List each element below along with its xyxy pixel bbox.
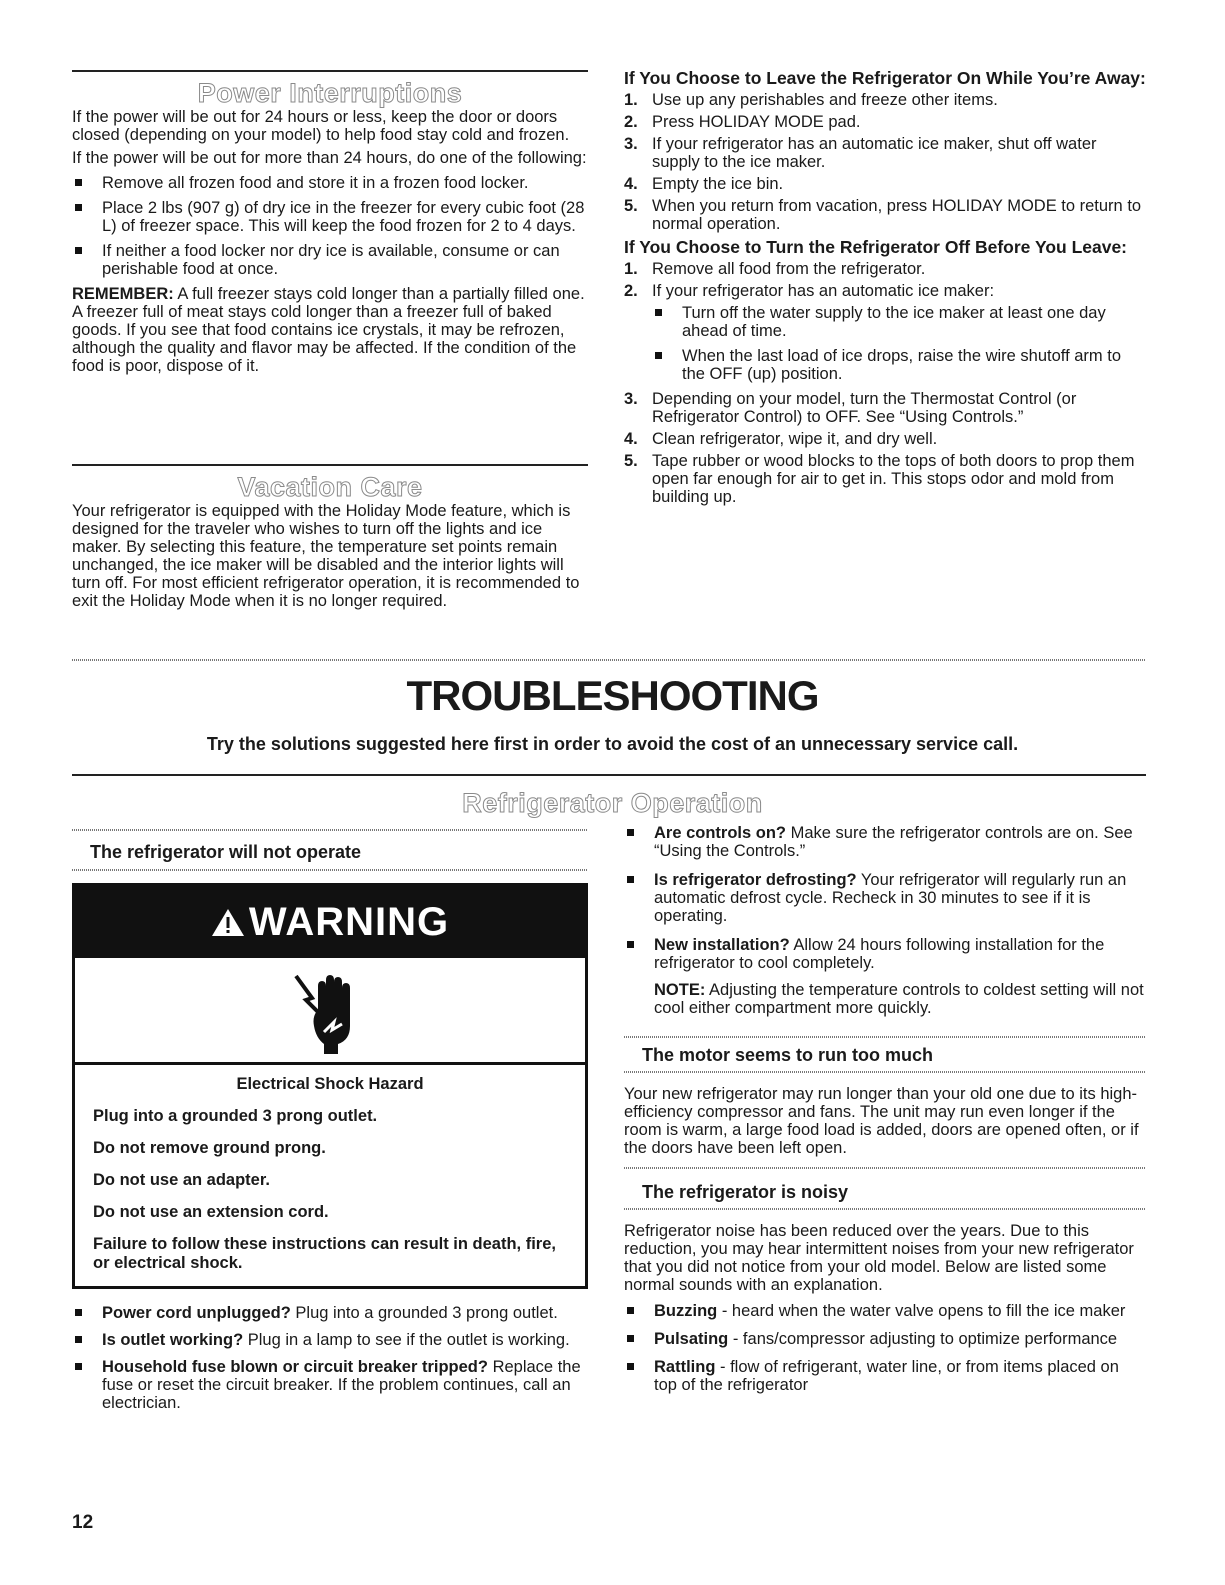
away-off-step [624,282,1146,300]
substep-text: When the last load of ice drops, raise the wire shutoff arm to the OFF (up) position. [682,347,1121,383]
vacation-section [72,472,588,615]
sound-name: Pulsating [654,1330,729,1348]
check-item [72,1304,588,1322]
left-column-top [72,78,588,380]
step-number: 5. [624,197,638,215]
away-on-step [624,91,1146,109]
warning-line: Failure to follow these instructions can result in death, fire, or electrical shock. [93,1235,556,1272]
bullet-icon [75,1363,82,1370]
check-item [72,1331,588,1349]
note-label: NOTE: [654,981,706,999]
check-answer: Make sure the refrigerator controls are on. See “Using the Controls.” [654,824,1133,860]
bullet-icon [75,1309,82,1316]
motor-heading: The motor seems to run too much [642,1045,934,1065]
power-bullet-text: Remove all frozen food and store it in a frozen food locker. [102,174,529,192]
motor-rule-top [624,1036,1146,1038]
note-paragraph [624,981,1146,1017]
step-text: Press HOLIDAY MODE pad. [652,113,861,131]
check-question: New installation? [654,936,790,954]
power-bullet [72,242,588,278]
away-on-step [624,135,1146,171]
sound-item [624,1302,1146,1320]
noisy-section [624,1222,1146,1401]
step-text: When you return from vacation, press HOLIDAY MODE to return to normal operation. [652,197,1142,233]
note-text: Adjusting the temperature controls to coldest setting will not cool either compartment more quickly. [654,981,1144,1017]
away-off-heading: If You Choose to Turn the Refrigerator Off Before You Leave: [624,237,1128,257]
step-number: 2. [624,282,638,300]
sound-item [624,1330,1146,1348]
bullet-icon [627,1307,634,1314]
power-bullet-text: Place 2 lbs (907 g) of dry ice in the freezer for every cubic foot (28 L) of freezer space. This will keep the food frozen for 2 to 4 days. [102,199,585,235]
away-off-step [624,390,1146,426]
noisy-heading: The refrigerator is noisy [642,1182,849,1202]
warning-box [72,883,588,1289]
away-off-step [624,452,1146,506]
bullet-icon [655,309,662,316]
sound-item [624,1358,1146,1394]
page-number: 12 [72,1512,94,1533]
power-p2: If the power will be out for more than 24 hours, do one of the following: [72,149,587,167]
section-divider [72,659,1146,661]
top-left-rule [72,70,588,72]
check-item [72,1358,588,1412]
power-bullet [72,199,588,235]
sound-desc: - flow of refrigerant, water line, or from items placed on top of the refrigerator [654,1358,1119,1394]
step-number: 3. [624,135,638,153]
check-question: Is outlet working? [102,1331,244,1349]
bullet-icon [627,1335,634,1342]
bullet-icon [627,941,634,948]
sound-desc: - heard when the water valve opens to fill the ice maker [717,1302,1126,1320]
bullet-icon [655,352,662,359]
step-text: Use up any perishables and freeze other items. [652,91,998,109]
power-bullet-text: If neither a food locker nor dry ice is available, consume or can perishable food at once. [102,242,560,278]
check-question: Is refrigerator defrosting? [654,871,857,889]
step-text: If your refrigerator has an automatic ice maker, shut off water supply to the ice maker. [652,135,1097,171]
noisy-rule-bottom [624,1208,1146,1210]
power-interruptions-title: Power Interruptions [197,78,463,108]
vacation-p1: Your refrigerator is equipped with the Holiday Mode feature, which is designed for the traveler who wishes to turn off the lights and ice maker. By selecting this feature, the temperature set points remain unchanged, the ice maker will be disabled and the interior lights will turn off. For most efficient refrigerator operation, it is recommended to exit the Holiday Mode when it is no longer required. [72,502,580,610]
away-off-substep [624,347,1146,383]
away-on-step [624,175,1146,193]
heading-rule-bottom [72,869,588,871]
remember-paragraph [72,285,588,375]
operation-rule [72,774,1146,776]
heading-rule-top [72,829,588,831]
check-question: Power cord unplugged? [102,1304,291,1322]
warning-line: Do not use an adapter. [93,1171,270,1189]
sound-name: Buzzing [654,1302,718,1320]
bullet-icon [75,204,82,211]
step-number: 2. [624,113,638,131]
step-number: 3. [624,390,638,408]
warning-triangle-icon [211,888,245,960]
remember-text: A full freezer stays cold longer than a partially filled one. A freezer full of meat stays cold longer than a freezer full of baked goods. If you see that food contains ice crystals, it may be refrozen, although the quality and flavor may be affected. If the condition of the food is poor, dispose of it. [72,285,585,375]
away-on-heading: If You Choose to Leave the Refrigerator On While You’re Away: [624,68,1146,88]
bullet-icon [75,179,82,186]
warning-label: WARNING [248,900,450,944]
bullet-icon [627,829,634,836]
away-off-step [624,430,1146,448]
step-number: 1. [624,91,638,109]
sound-name: Rattling [654,1358,716,1376]
not-operate-checks [72,1304,588,1419]
warning-line: Do not remove ground prong. [93,1139,326,1157]
away-on-step [624,197,1146,233]
motor-rule-bottom [624,1071,1146,1073]
bullet-icon [627,876,634,883]
away-off-step [624,260,1146,278]
vacation-rule [72,464,588,466]
hazard-title: Electrical Shock Hazard [236,1075,424,1093]
power-p1: If the power will be out for 24 hours or less, keep the door or doors closed (depending on your model) to help food stay cold and frozen. [72,108,570,144]
right-checks [624,824,1146,1022]
warning-banner [75,886,585,958]
step-text: Depending on your model, turn the Thermostat Control (or Refrigerator Control) to OFF. See “Using Controls.” [652,390,1077,426]
warning-text-area [75,1062,585,1273]
bullet-icon [75,247,82,254]
check-item [624,871,1146,925]
substep-text: Turn off the water supply to the ice maker at least one day ahead of time. [682,304,1106,340]
check-answer: Your refrigerator will regularly run an automatic defrost cycle. Recheck in 30 minutes to see if it is operating. [654,871,1127,925]
away-off-substep [624,304,1146,340]
check-answer: Allow 24 hours following installation for the refrigerator to cool completely. [654,936,1105,972]
step-text: Remove all food from the refrigerator. [652,260,926,278]
motor-text: Your new refrigerator may run longer than your old one due to its high-efficiency compressor and fans. The unit may run even longer if the room is warm, a large food load is added, doors are opened often, or if the doors have been left open. [624,1085,1139,1157]
step-number: 4. [624,430,638,448]
check-item [624,936,1146,972]
noisy-rule-top [624,1167,1146,1169]
noisy-text: Refrigerator noise has been reduced over the years. Due to this reduction, you may hear intermittent noises from your new refrigerator that you did not notice from your old model. Below are listed some normal sounds with an explanation. [624,1222,1134,1294]
troubleshooting-title: TROUBLESHOOTING [406,672,819,719]
check-question: Are controls on? [654,824,787,842]
check-item [624,824,1146,860]
step-text: Empty the ice bin. [652,175,784,193]
check-answer: Plug into a grounded 3 prong outlet. [290,1304,558,1322]
check-answer: Plug in a lamp to see if the outlet is working. [243,1331,570,1349]
motor-section [624,1085,1146,1162]
step-text: Clean refrigerator, wipe it, and dry well. [652,430,938,448]
step-number: 1. [624,260,638,278]
troubleshooting-subtitle: Try the solutions suggested here first in order to avoid the cost of an unnecessary service call. [206,734,1019,754]
step-text: If your refrigerator has an automatic ice maker: [652,282,995,300]
bullet-icon [75,1336,82,1343]
away-on-step [624,113,1146,131]
vacation-care-title: Vacation Care [237,472,423,502]
step-number: 5. [624,452,638,470]
power-bullet [72,174,588,192]
bullet-icon [627,1363,634,1370]
right-column-top [624,68,1146,510]
step-number: 4. [624,175,638,193]
step-text: Tape rubber or wood blocks to the tops of both doors to prop them open far enough for air to get in. This stops odor and mold from building up. [652,452,1135,506]
check-answer: Replace the fuse or reset the circuit breaker. If the problem continues, call an electrician. [102,1358,581,1412]
check-question: Household fuse blown or circuit breaker tripped? [102,1358,488,1376]
warning-line: Plug into a grounded 3 prong outlet. [93,1107,378,1125]
refrigerator-operation-title: Refrigerator Operation [462,788,763,818]
sound-desc: - fans/compressor adjusting to optimize performance [728,1330,1118,1348]
remember-label: REMEMBER: [72,285,174,303]
warning-line: Do not use an extension cord. [93,1203,329,1221]
not-operate-heading: The refrigerator will not operate [90,842,362,862]
shock-hazard-icon [75,958,585,1062]
